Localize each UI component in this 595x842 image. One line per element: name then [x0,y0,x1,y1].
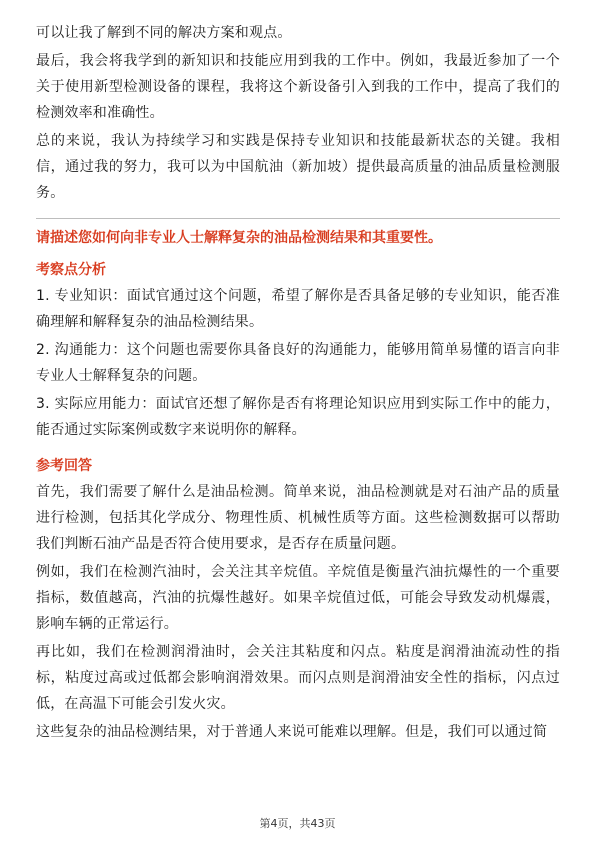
analysis-item: 1. 专业知识：面试官通过这个问题，希望了解你是否具备足够的专业知识，能否准确理解和解释复杂的油品检测结果。 [36,288,560,330]
intro-paragraph: 可以让我了解到不同的解决方案和观点。 [36,25,292,41]
document-page [36,20,560,745]
analysis-title: 考察点分析 [36,262,106,278]
answer-paragraph: 这些复杂的油品检测结果，对于普通人来说可能难以理解。但是，我们可以通过简 [36,724,548,740]
intro-paragraph: 最后，我会将我学到的新知识和技能应用到我的工作中。例如，我最近参加了一个关于使用新型检测设备的课程，我将这个新设备引入到我的工作中，提高了我们的检测效率和准确性。 [36,53,560,121]
page-number: 第4页，共43页 [259,817,336,830]
answer-paragraph: 例如，我们在检测汽油时，会关注其辛烷值。辛烷值是衡量汽油抗爆性的一个重要指标，数值越高，汽油的抗爆性越好。如果辛烷值过低，可能会导致发动机爆震，影响车辆的正常运行。 [36,564,560,632]
analysis-item: 2. 沟通能力：这个问题也需要你具备良好的沟通能力，能够用简单易懂的语言向非专业人士解释复杂的问题。 [36,342,560,384]
intro-paragraph: 总的来说，我认为持续学习和实践是保持专业知识和技能最新状态的关键。我相信，通过我的努力，我可以为中国航油（新加坡）提供最高质量的油品质量检测服务。 [36,133,560,201]
answer-paragraph: 首先，我们需要了解什么是油品检测。简单来说，油品检测就是对石油产品的质量进行检测，包括其化学成分、物理性质、机械性质等方面。这些检测数据可以帮助我们判断石油产品是否符合使用要求，是否存在质量问题。 [36,484,560,552]
answer-title: 参考回答 [36,458,92,474]
analysis-item: 3. 实际应用能力：面试官还想了解你是否有将理论知识应用到实际工作中的能力，能否通过实际案例或数字来说明你的解释。 [36,396,560,438]
answer-paragraph: 再比如，我们在检测润滑油时，会关注其粘度和闪点。粘度是润滑油流动性的指标，粘度过高或过低都会影响润滑效果。而闪点则是润滑油安全性的指标，闪点过低，在高温下可能会引发火灾。 [36,644,560,712]
section-divider [36,218,560,219]
question-heading: 请描述您如何向非专业人士解释复杂的油品检测结果和其重要性。 [36,230,442,246]
